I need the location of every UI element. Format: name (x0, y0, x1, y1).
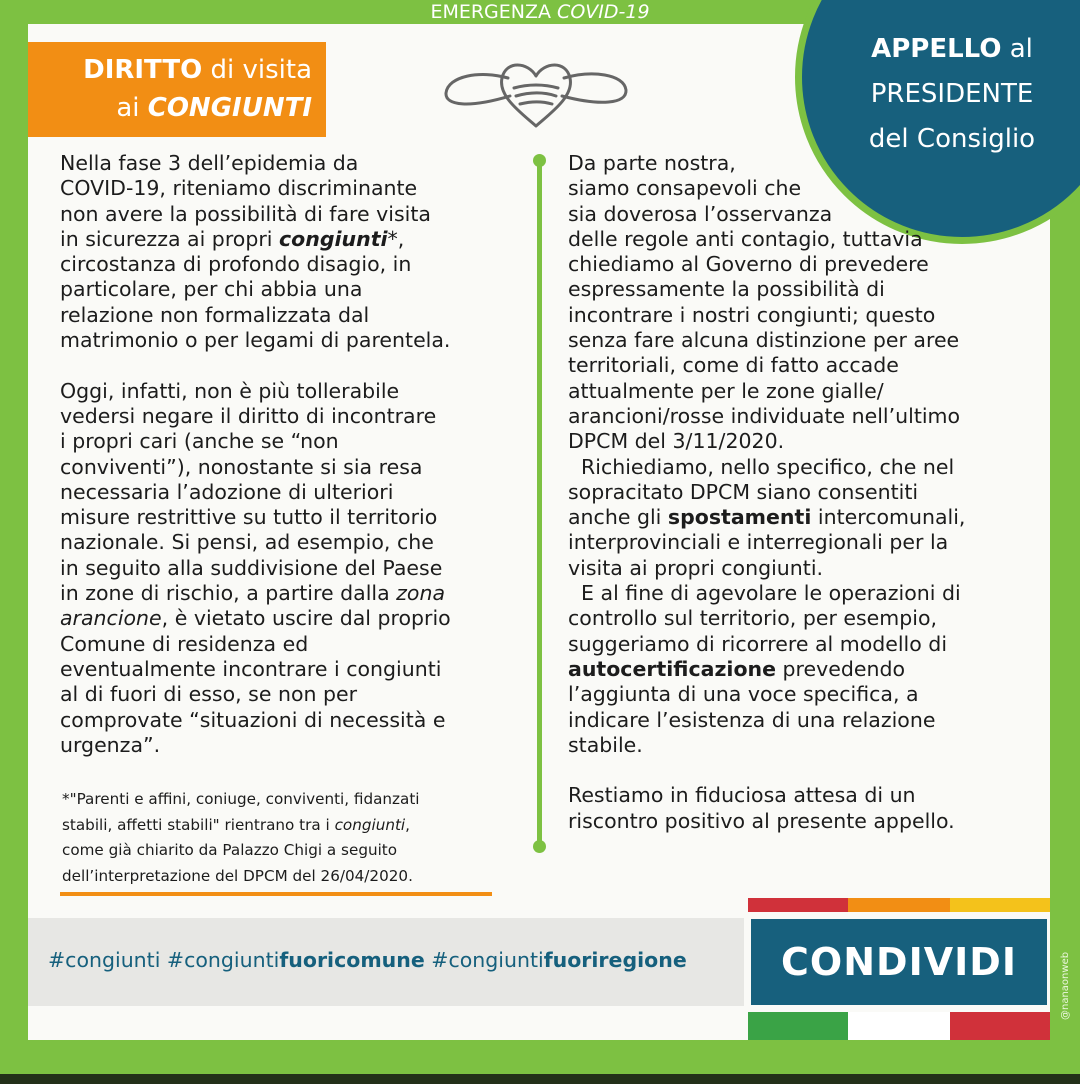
badge-line1-rest: di visita (202, 55, 312, 85)
flag-green (748, 1012, 848, 1040)
footnote (62, 787, 502, 889)
stripe-yellow (950, 898, 1050, 912)
left-p2-italic: zona arancione (60, 581, 446, 631)
right-bold-spostamenti: spostamenti (667, 505, 812, 530)
circle-line3: del Consiglio (868, 124, 1036, 154)
right-part1: Da parte nostra, siamo consapevoli che sia doverosa l’osservanza delle regole anti contagio, tuttavia chiediamo al Governo di prevedere espressamente la possibilità di incontrare i nostri congiunti; questo senza fare alcuna distinzione per aree territoriali, come di fatto accade attualmente per le zone gialle/ arancioni/rosse individuate nell’ultimo DPCM del 3/11/2020. Richiediamo, nello specifico, che nel sopracitato DPCM siano consentiti anche gli (568, 151, 961, 530)
credit-watermark: @nanaonweb (1060, 951, 1071, 1020)
left-p1-part1: Nella fase 3 dell’epidemia da COVID-19, riteniamo discriminante non avere la possibilità di fare visita in sicurezza ai propri (60, 151, 431, 251)
left-column-text (60, 151, 451, 758)
right-bold-autocertificazione: autocertificazione (568, 656, 777, 681)
left-p1-bold: congiunti (279, 226, 388, 251)
right-part2: intercomunali, interprovinciali e interregionali per la visita ai propri congiunti. E al fine di agevolare le operazioni di controllo sul territorio, per esempio, suggeriamo di ricorrere al modello di (568, 505, 966, 656)
badge-line2-bold: CONGIUNTI (147, 93, 312, 123)
hashtags (48, 948, 687, 972)
column-divider (537, 160, 542, 846)
divider-dot-bottom (533, 840, 546, 853)
flag-red (950, 1012, 1050, 1040)
stripe-orange (848, 898, 950, 912)
divider-dot-top (533, 154, 546, 167)
left-p1-part2: *, circostanza di profondo disagio, in particolare, per chi abbia una relazione non formalizzata dal matrimonio o per legami di parentela. (60, 226, 451, 353)
share-button[interactable] (748, 916, 1050, 1008)
badge-line2-plain: ai (116, 93, 148, 123)
bottom-bar (0, 1074, 1080, 1084)
hashtag-link[interactable]: #congiunti #congiunti (48, 948, 280, 972)
right-part3: prevedendo l’aggiunta di una voce specifica, a indicare l’esistenza di una relazione stabile. Restiamo in fiduciosa attesa di un riscontro positivo al presente appello. (568, 656, 955, 833)
footnote-part1: *"Parenti e affini, coniuge, conviventi, fidanzati stabili, affetti stabili" rientrano tra i (62, 790, 420, 834)
hashtag-bar (28, 918, 744, 1006)
circle-line2: PRESIDENTE (870, 79, 1034, 109)
hashtag-link[interactable]: #congiunti (424, 948, 544, 972)
badge-line1-bold: DIRITTO (83, 55, 203, 85)
header-title-italic: COVID-19 (557, 1, 650, 23)
header-title (300, 0, 780, 24)
hashtag-link-bold[interactable]: fuoricomune (279, 948, 425, 972)
circle-line1-bold: APPELLO (871, 34, 1002, 64)
footnote-part2: , come già chiarito da Palazzo Chigi a seguito dell’interpretazione del DPCM del 26/04/2020. (62, 815, 413, 885)
flag-white (848, 1012, 950, 1040)
header-title-plain: EMERGENZA (430, 1, 551, 23)
circle-line1-rest: al (1001, 34, 1033, 64)
title-badge (28, 42, 326, 137)
stripe-red (748, 898, 848, 912)
footnote-underline (60, 892, 492, 896)
footnote-italic: congiunti (334, 815, 406, 834)
left-p2-part2: , è vietato uscire dal proprio Comune di residenza ed eventualmente incontrare i congiunti al di fuori di esso, se non per comprovate “situazioni di necessità e urgenza”. (60, 606, 451, 757)
left-p2-part1: Oggi, infatti, non è più tollerabile vedersi negare il diritto di incontrare i propri cari (anche se “non conviventi”), nonostante si sia resa necessaria l’adozione di ulteriori misure restrittive su tutto il territorio nazionale. Si pensi, ad esempio, che in seguito alla suddivisione del Paese in zone di rischio, a partire dalla (60, 378, 443, 606)
right-column-text (568, 151, 965, 834)
hashtag-link-bold[interactable]: fuoriregione (543, 948, 687, 972)
winged-heart-mask-icon (440, 48, 632, 134)
share-button-label: CONDIVIDI (781, 940, 1017, 984)
